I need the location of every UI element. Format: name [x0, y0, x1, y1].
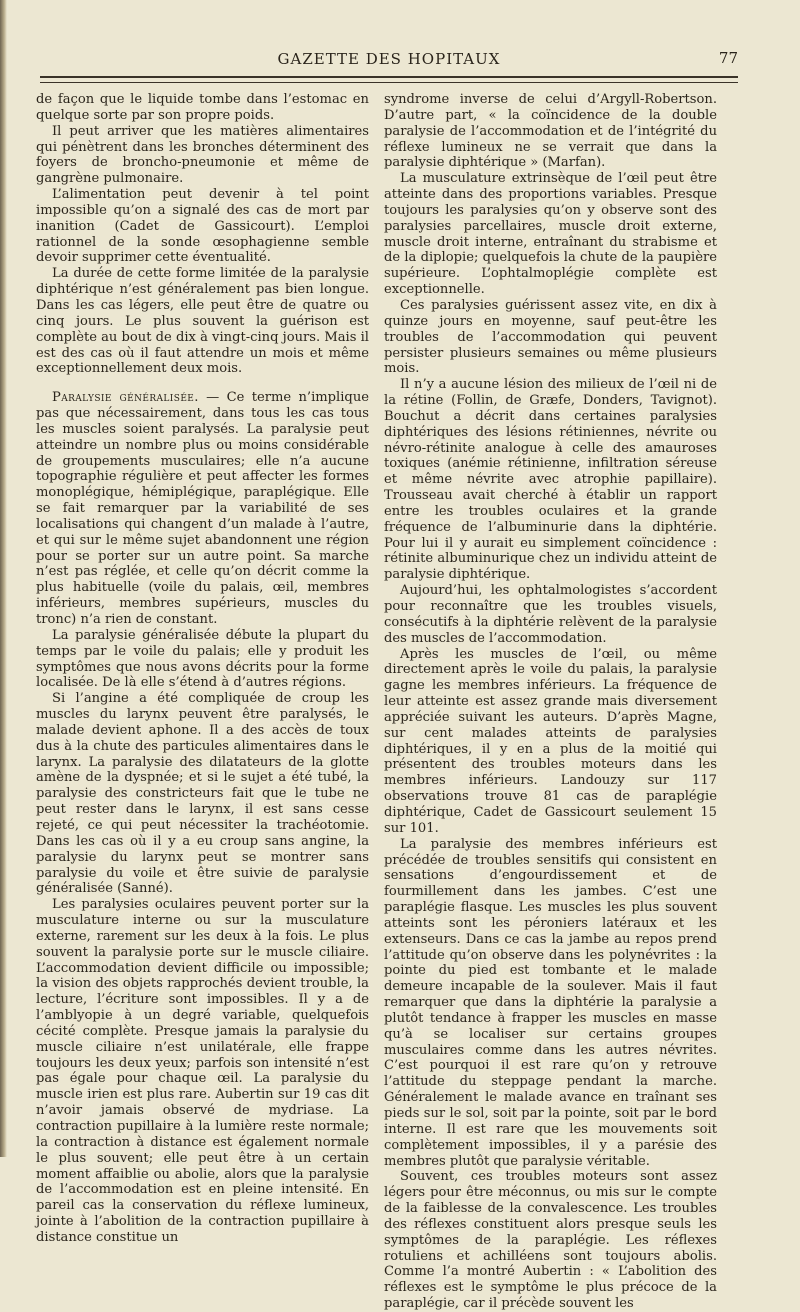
- header-rule-thick: [40, 76, 738, 78]
- paragraph: La musculature extrinsèque de l’œil peut être atteinte dans des proportions variables. Presque toujours les paralysies qu’on y observe sont des paralysies parcellaires, muscle droit externe, muscle droit interne, entraînant du strabisme et de la diplopie; quelquefois la chute de la paupière supérieure. L’ophtalmoplégie complète est exceptionnelle.: [384, 171, 717, 298]
- page-number: 77: [718, 49, 738, 67]
- paragraph: La durée de cette forme limitée de la paralysie diphtérique n’est généralement pas bien longue. Dans les cas légers, elle peut être de quatre ou cinq jours. Le plus souvent la guérison est complète au bout de dix à vingt-cinq jours. Mais il est des cas où il faut attendre un mois et même exceptionnellement deux mois.: [36, 266, 369, 377]
- paragraph: syndrome inverse de celui d’Argyll-Robertson. D’autre part, « la coïncidence de la double paralysie de l’accommodation et de l’intégrité du réflexe lumineux ne se verrait que dans la paralysie diphtérique » (Marfan).: [384, 92, 717, 171]
- running-title: GAZETTE DES HOPITAUX: [277, 50, 501, 68]
- paragraph: La paralysie des membres inférieurs est précédée de troubles sensitifs qui consistent en sensations d’engourdissement et de fourmillement dans les jambes. C’est une paraplégie flasque. Les muscles les plus souvent atteints sont les péroniers latéraux et les extenseurs. Dans ce cas la jambe au repos prend l’attitude qu’on observe dans les polynévrites : la pointe du pied est tombante et le malade demeure incapable de la soulever. Mais il faut remarquer que dans la diphtérie la paralysie a plutôt tendance à frapper les muscles en masse qu’à se localiser sur certains groupes musculaires comme dans les autres névrites. C’est pourquoi il est rare qu’on y retrouve l’attitude du steppage pendant la marche. Généralement le malade avance en traînant ses pieds sur le sol, soit par la pointe, soit par le bord interne. Il est rare que les mouvements soit complètement impossibles, il y a parésie des membres plutôt que paralysie véritable.: [384, 836, 717, 1169]
- paragraph: L’alimentation peut devenir à tel point impossible qu’on a signalé des cas de mort par inanition (Cadet de Gassicourt). L’emploi rationnel de la sonde œsophagienne semble devoir supprimer cette éventualité.: [36, 187, 369, 266]
- paragraph: Souvent, ces troubles moteurs sont assez légers pour être méconnus, ou mis sur le compte de la faiblesse de la convalescence. Les troubles des réflexes constituent alors presque seuls les symptômes de la paraplégie. Les réflexes rotuliens et achilléens sont toujours abolis. Comme l’a montré Aubertin : « L’abolition des réflexes est le symptôme le plus précoce de la paraplégie, car il précède souvent les: [384, 1169, 717, 1312]
- paragraph: Ces paralysies guérissent assez vite, en dix à quinze jours en moyenne, sauf peut-être les troubles de l’accommodation qui peuvent persister plusieurs semaines ou même plusieurs mois.: [384, 297, 717, 377]
- paragraph: La paralysie généralisée débute la plupart du temps par le voile du palais; elle y produit les symptômes que nous avons décrits pour la forme localisée. De là elle s’étend à d’autres régions.: [36, 627, 369, 691]
- paragraph: Après les muscles de l’œil, ou même directement après le voile du palais, la paralysie gagne les membres inférieurs. La fréquence de leur atteinte est assez grande mais diversement appréciée suivant les auteurs. D’après Magne, sur cent malades atteints de paralysies diphtériques, il y en a plus de la moitié qui présentent des troubles moteurs dans les membres inférieurs. Landouzy sur 117 observations trouve 81 cas de paraplégie diphtérique, Cadet de Gassicourt seulement 15 sur 101.: [384, 646, 717, 836]
- page-header: [40, 48, 738, 72]
- binding-edge: [0, 0, 7, 1157]
- paragraph: de façon que le liquide tombe dans l’estomac en quelque sorte par son propre poids.: [36, 92, 369, 123]
- paragraph: Les paralysies oculaires peuvent porter sur la musculature interne ou sur la musculature externe, rarement sur les deux à la fois. Le plus souvent la paralysie porte sur le muscle ciliaire. L’accommodation devient difficile ou impossible; la vision des objets rapprochés devient trouble, la lecture, l’écriture sont impossibles. Il y a de l’amblyopie à un degré variable, quelquefois cécité complète. Presque jamais la paralysie du muscle ciliaire n’est unilatérale, elle frappe toujours les deux yeux; parfois son intensité n’est pas égale pour chaque œil. La paralysie du muscle irien est plus rare. Aubertin sur 19 cas dit n’avoir jamais observé de mydriase. La contraction pupillaire à la lumière reste normale; la contraction à distance est également normale le plus souvent; elle peut être à un certain moment affaiblie ou abolie, alors que la paralysie de l’accommodation est en pleine intensité. En pareil cas la conservation du réflexe lumineux, jointe à l’abolition de la contraction pupillaire à distance constitue un: [36, 897, 369, 1245]
- paragraph: Il peut arriver que les matières alimentaires qui pénètrent dans les bronches déterminent des foyers de broncho-pneumonie et même de gangrène pulmonaire.: [36, 123, 369, 187]
- left-column: [36, 92, 369, 1245]
- section-paragraph: [36, 390, 369, 628]
- paragraph: Aujourd’hui, les ophtalmologistes s’accordent pour reconnaître que les troubles visuels, consécutifs à la diphtérie relèvent de la paralysie des muscles de l’accommodation.: [384, 583, 717, 646]
- right-column: [384, 92, 717, 1312]
- section-body: — Ce terme n’implique pas que nécessairement, dans tous les cas tous les muscles soient paralysés. La paralysie peut atteindre un nombre plus ou moins considérable de groupements musculaires; elle n’a aucune topographie régulière et peut affecter les formes monoplégique, hémiplégique, paraplégique. Elle se fait remarquer par la variabilité de ses localisations qui changent d’un malade à l’autre, et qui sur le même sujet abandonnent une région pour se porter sur un autre point. Sa marche n’est pas réglée, et celle qu’on décrit comme la plus habituelle (voile du palais, œil, membres inférieurs, membres supérieurs, muscles du tronc) n’a rien de constant.: [36, 390, 369, 627]
- header-rule-thin: [40, 82, 738, 83]
- section-heading: Paralysie généralisée.: [52, 390, 199, 406]
- paragraph: Si l’angine a été compliquée de croup les muscles du larynx peuvent être paralysés, le malade devient aphone. Il a des accès de toux dus à la chute des particules alimentaires dans le larynx. La paralysie des dilatateurs de la glotte amène de la dyspnée; et si le sujet a été tubé, la paralysie des constricteurs fait que le tube ne peut rester dans le larynx, il est sans cesse rejeté, ce qui peut nécessiter la trachéotomie. Dans les cas où il y a eu croup sans angine, la paralysie du larynx peut se montrer sans paralysie du voile et être suivie de paralysie généralisée (Sanné).: [36, 691, 369, 897]
- paragraph: Il n’y a aucune lésion des milieux de l’œil ni de la rétine (Follin, de Græfe, Donders, Tavignot). Bouchut a décrit dans certaines paralysies diphtériques des lésions rétiniennes, névrite ou névro-rétinite analogue à celle des amauroses toxiques (anémie rétinienne, infiltration séreuse et même névrite avec atrophie papillaire). Trousseau avait cherché à établir un rapport entre les troubles oculaires et la grande fréquence de l’albuminurie dans la diphtérie. Pour lui il y aurait eu simplement coïncidence : rétinite albuminurique chez un individu atteint de paralysie diphtérique.: [384, 377, 717, 583]
